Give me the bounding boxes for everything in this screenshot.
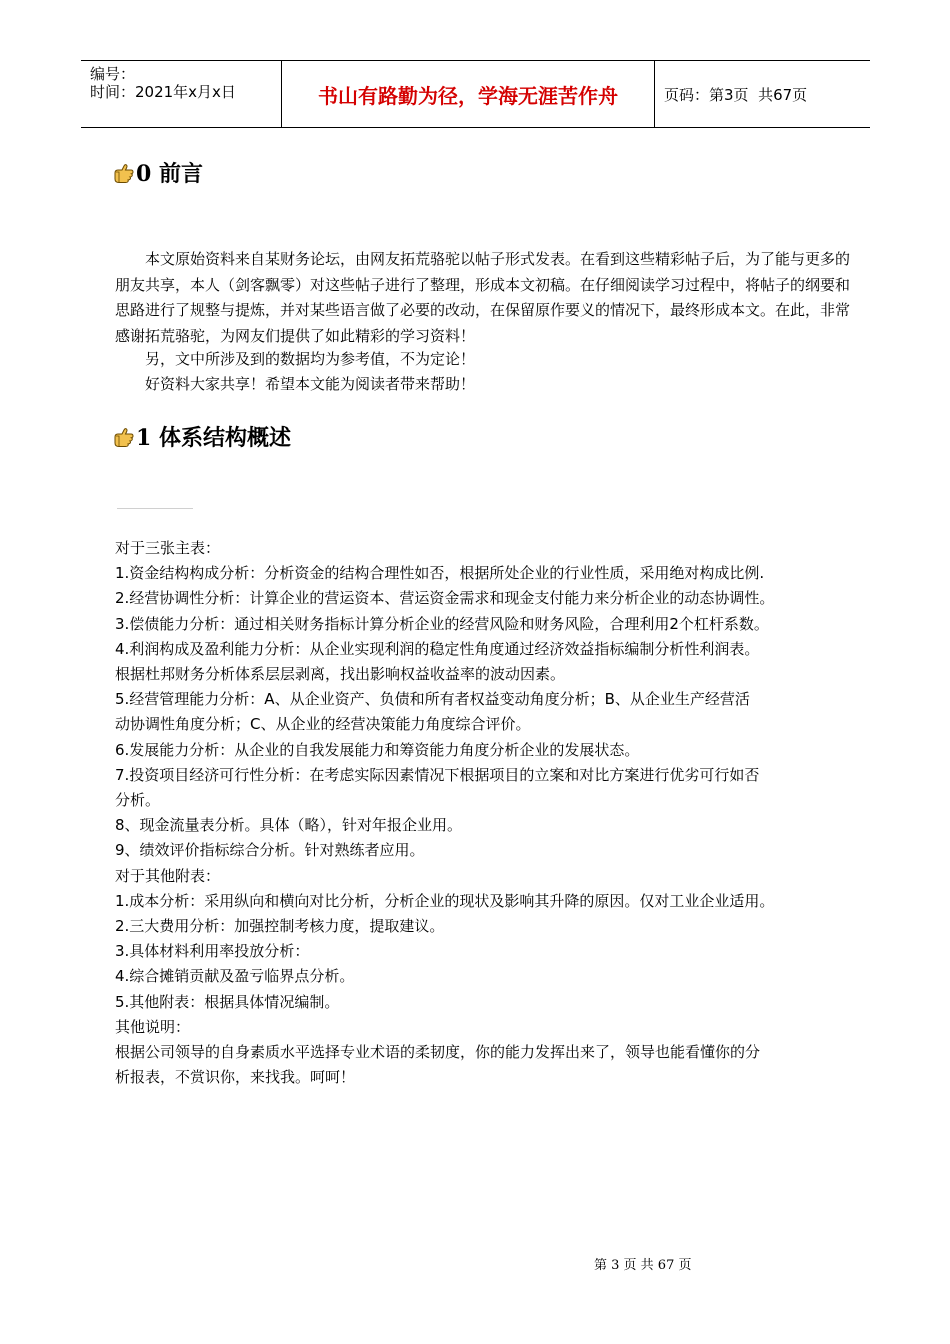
list-item: 4.综合摊销贡献及盈亏临界点分析。 xyxy=(115,967,355,986)
list-item: 根据公司领导的自身素质水平选择专业术语的柔韧度，你的能力发挥出来了，领导也能看懂你的分 xyxy=(115,1043,761,1062)
list-item: 其他说明： xyxy=(115,1017,191,1036)
header-motto: 书山有路勤为径，学海无涯苦作舟 xyxy=(281,61,655,127)
list-item: 6.发展能力分析：从企业的自我发展能力和筹资能力角度分析企业的发展状态。 xyxy=(115,740,640,759)
document-number-label: 编号： xyxy=(90,65,136,83)
list-item: 9、绩效评价指标综合分析。针对熟练者应用。 xyxy=(115,841,425,860)
list-item: 5.经营管理能力分析：A、从企业资产、负债和所有者权益变动角度分析；B、从企业生产经营活 xyxy=(115,690,750,709)
section-heading-text: 0 前言 xyxy=(136,161,203,187)
list-item: 2.三大费用分析：加强控制考核力度，提取建议。 xyxy=(115,917,445,936)
list-item: 对于三张主表： xyxy=(115,539,221,557)
preface-paragraph-2: 另，文中所涉及到的数据均为参考值，不为定论！ xyxy=(145,350,476,368)
list-item: 分析。 xyxy=(115,791,161,810)
list-item: 析报表，不赏识你，来找我。呵呵！ xyxy=(115,1068,356,1087)
header-page-info xyxy=(655,61,870,127)
header-meta xyxy=(81,61,281,127)
document-time-label: 时间：2021年x月x日 xyxy=(90,83,236,101)
architecture-list xyxy=(115,536,855,1090)
section-heading-text: 1 体系结构概述 xyxy=(136,425,291,451)
list-item: 5.其他附表：根据具体情况编制。 xyxy=(115,992,340,1011)
list-item: 根据杜邦财务分析体系层层剥离，找出影响权益收益率的波动因素。 xyxy=(115,665,566,684)
list-item: 3.偿债能力分析：通过相关财务指标计算分析企业的经营风险和财务风险，合理利用2个杠杆系数。 xyxy=(115,614,769,633)
preface-paragraph-3: 好资料大家共享！希望本文能为阅读者带来帮助！ xyxy=(145,375,476,393)
section-heading-preface xyxy=(113,157,203,188)
preface-paragraph-1: 本文原始资料来自某财务论坛，由网友拓荒骆驼以帖子形式发表。在看到这些精彩帖子后，为了能与更多的朋友共享，本人（剑客飘零）对这些帖子进行了整理，形成本文初稿。在仔细阅读学习过程中，将帖子的纲要和思路进行了规整与提炼，并对某些语言做了必要的改动，在保留原作要义的情况下，最终形成本文。在此，非常感谢拓荒骆驼，为网友们提供了如此精彩的学习资料！ xyxy=(115,250,851,345)
list-item: 2.经营协调性分析：计算企业的营运资本、营运资金需求和现金支付能力来分析企业的动态协调性。 xyxy=(115,589,775,608)
list-item: 7.投资项目经济可行性分析：在考虑实际因素情况下根据项目的立案和对比方案进行优劣可行如否 xyxy=(115,765,760,784)
list-item: 3.具体材料利用率投放分析： xyxy=(115,942,310,961)
list-item: 1.资金结构构成分析：分析资金的结构合理性如否，根据所处企业的行业性质，采用绝对构成比例. xyxy=(115,564,765,583)
footer-page-number: 第 3 页 共 67 页 xyxy=(594,1258,692,1273)
section-heading-architecture xyxy=(113,421,291,452)
divider xyxy=(117,508,193,509)
pointing-hand-icon xyxy=(113,163,135,183)
list-item: 1.成本分析：采用纵向和横向对比分析，分析企业的现状及影响其升降的原因。仅对工业企业适用。 xyxy=(115,891,775,910)
page-header xyxy=(81,60,870,128)
list-item: 4.利润构成及盈利能力分析：从企业实现利润的稳定性角度通过经济效益指标编制分析性利润表。 xyxy=(115,639,760,658)
header-page-label: 页码：第3页 共67页 xyxy=(664,85,808,104)
list-item: 8、现金流量表分析。具体（略），针对年报企业用。 xyxy=(115,816,463,835)
pointing-hand-icon xyxy=(113,427,135,447)
list-item: 动协调性角度分析；C、从企业的经营决策能力角度综合评价。 xyxy=(115,715,531,734)
list-item: 对于其他附表： xyxy=(115,866,221,885)
